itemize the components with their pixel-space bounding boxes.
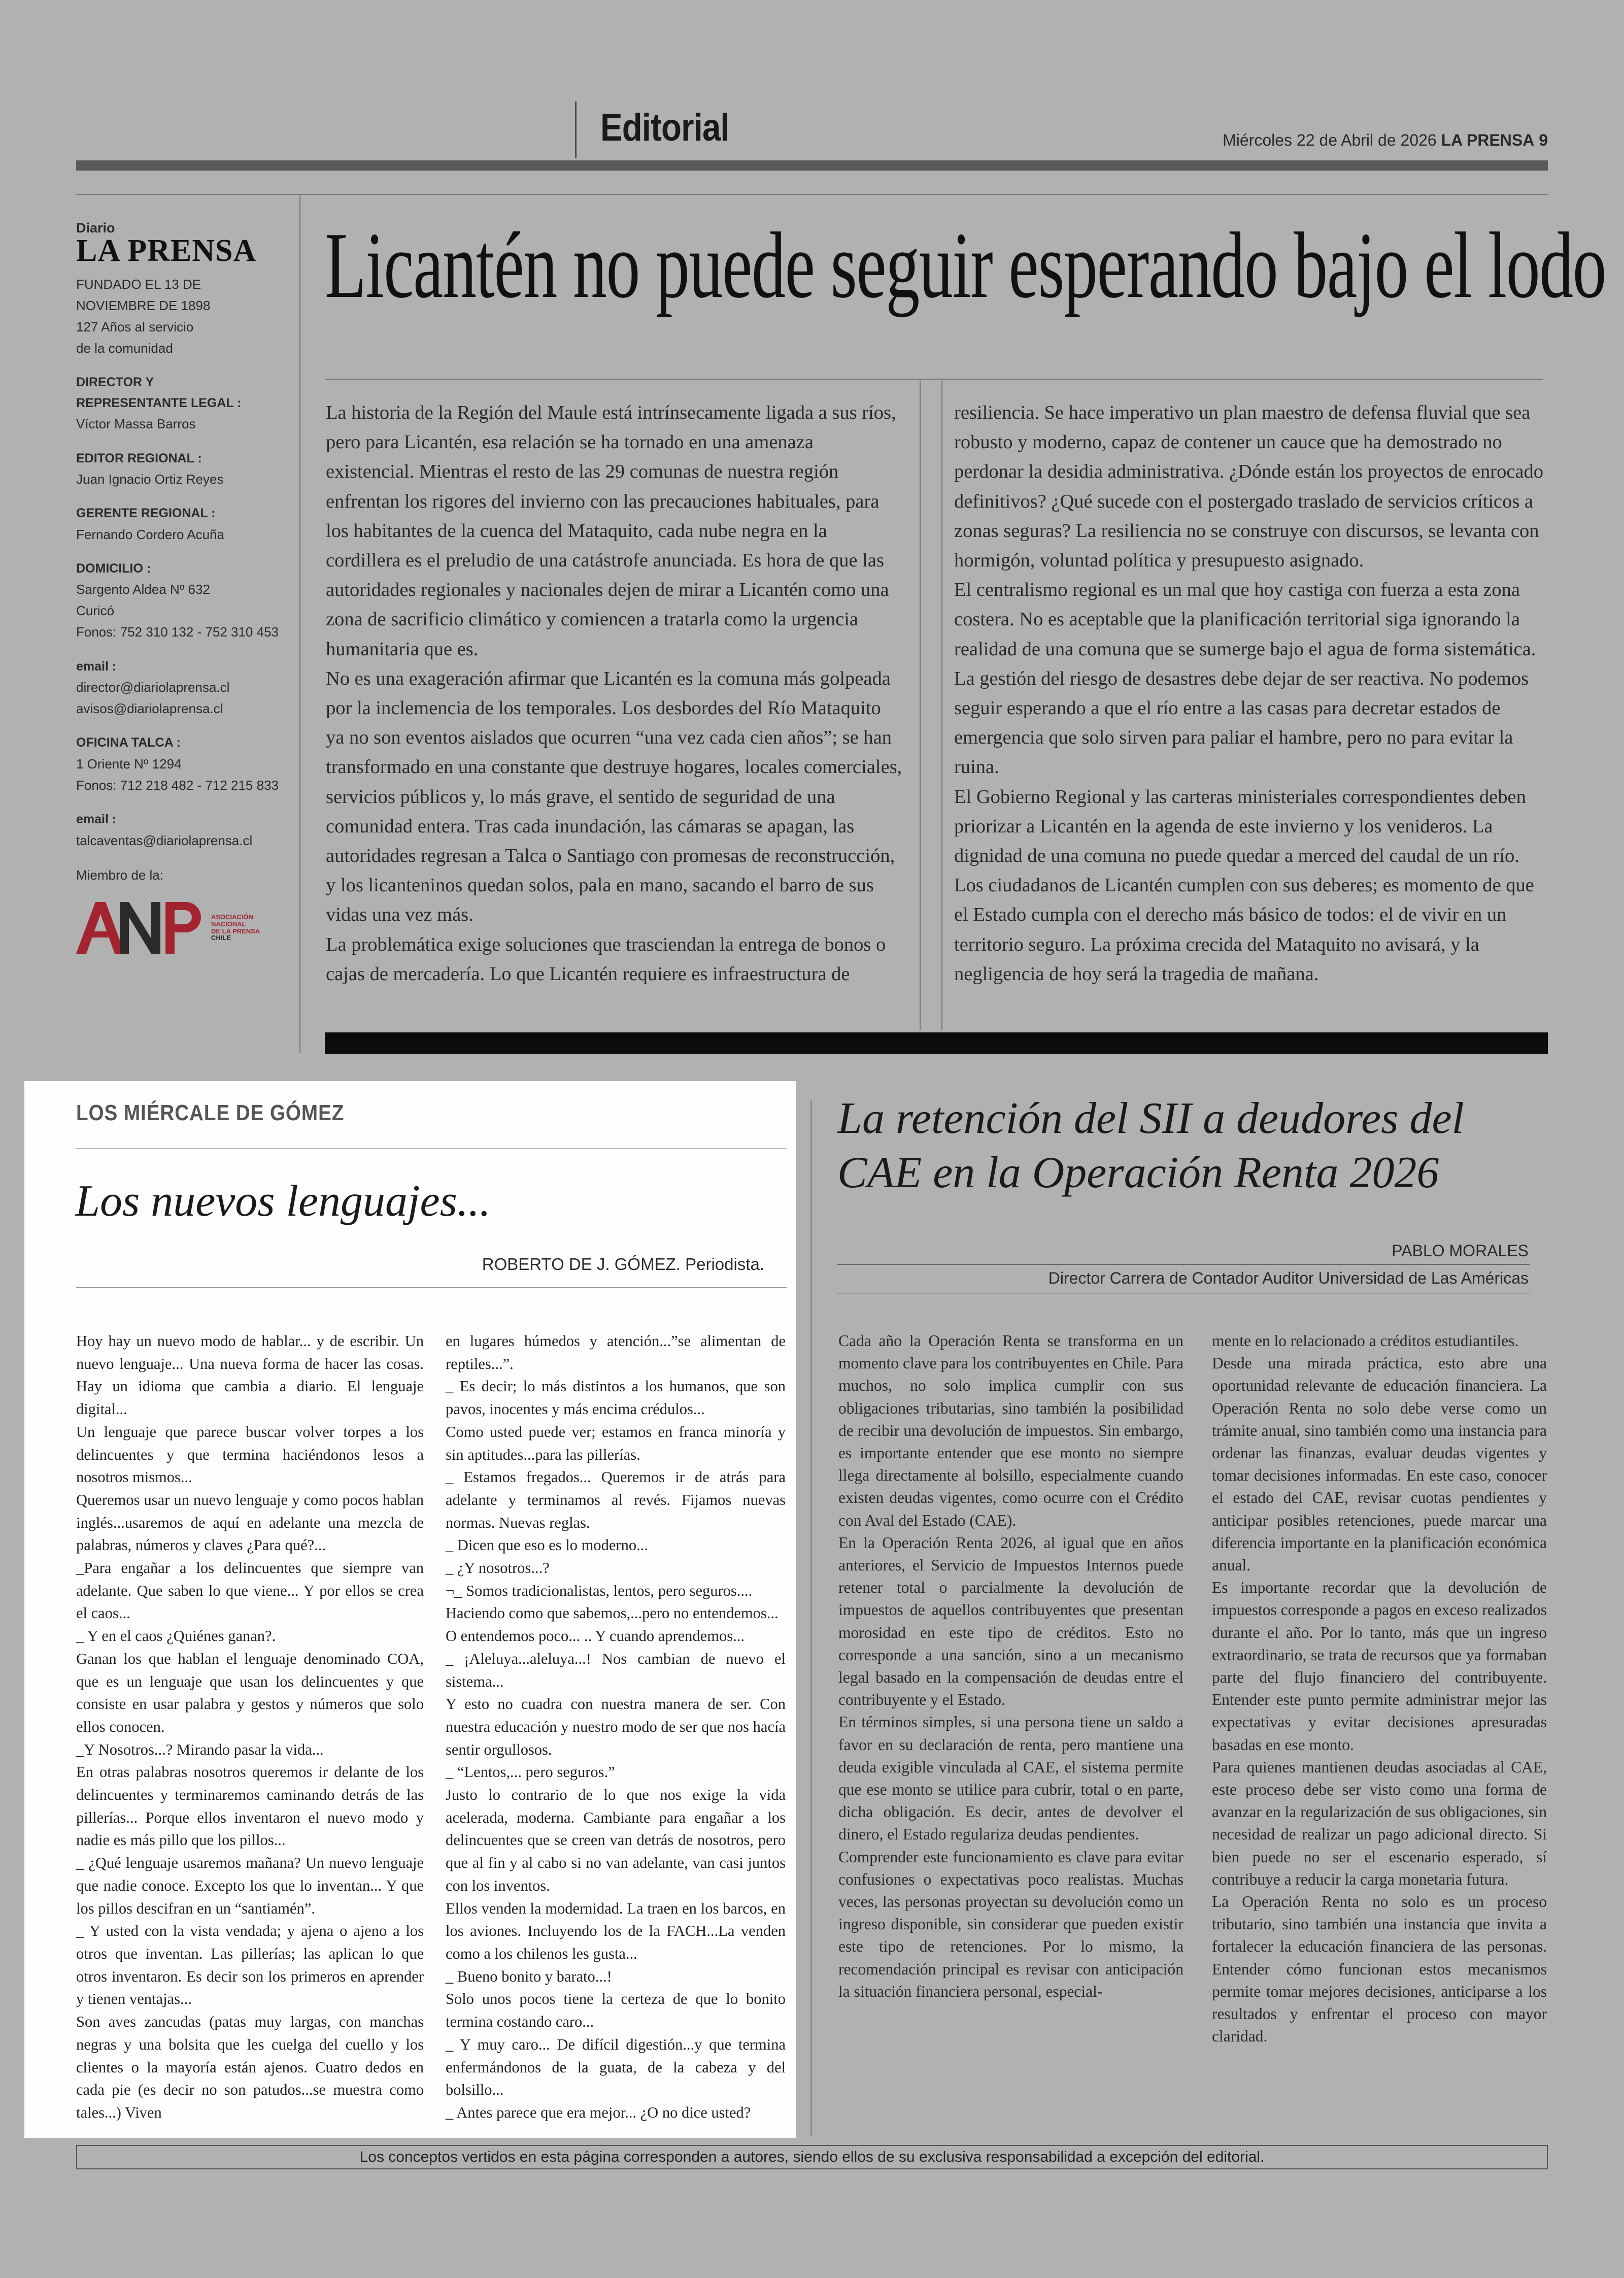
- paragraph: Ganan los que hablan el lenguaje denominado COA, que es un lenguaje que usan los delincuentes y que consiste en usar palabra y gestos y números que solo ellos conocen.: [76, 1650, 424, 1735]
- paragraph: _ ¡Aleluya...aleluya...! Nos cambian de nuevo el sistema...: [446, 1650, 786, 1690]
- page-number: 9: [1539, 131, 1548, 149]
- opinion-title: Los nuevos lenguajes...: [75, 1177, 491, 1226]
- talca-label: OFICINA TALCA :: [76, 735, 181, 750]
- anp-logo: [76, 900, 289, 956]
- paragraph: Haciendo como que sabemos,...pero no entendemos...: [446, 1604, 779, 1622]
- column-divider: [920, 381, 921, 1030]
- editorial-column-1: [326, 398, 903, 989]
- header-rule: [76, 194, 1548, 195]
- paragraph: El Gobierno Regional y las carteras ministeriales correspondientes deben priorizar a Licantén en la agenda de este invierno y los venideros. La dignidad de una comuna no puede quedar a merced del caudal de un río. Los ciudadanos de Licantén cumplen con sus deberes; es momento de que el Estado cumpla con el derecho más básico de todos: el de vivir en un territorio seguro. La próxima crecida del Mataquito no avisará, y la negligencia de hoy será la tragedia de mañana.: [954, 786, 1534, 985]
- paragraph: El centralismo regional es un mal que hoy castiga con fuerza a esta zona costera. No es aceptable que la planificación territorial siga ignorando la realidad de una comuna que se sumerge bajo el agua de forma sistemática. La gestión del riesgo de desastres debe dejar de ser reactiva. No podemos seguir esperando a que el río entre a las casas para decretar estados de emergencia que solo sirven para paliar el hambre, pero no para evitar la ruina.: [954, 579, 1536, 778]
- section-divider: [810, 1100, 812, 2136]
- section-title: Editorial: [600, 106, 729, 149]
- column-divider: [941, 381, 942, 1030]
- anp-text-line: NACIONAL: [211, 920, 246, 928]
- founded-line: FUNDADO EL 13 DE: [76, 277, 201, 292]
- article-title: La retención del SII a deudores del CAE en la Operación Renta 2026: [837, 1094, 1464, 1198]
- editorial-column-2: [954, 398, 1547, 989]
- domicilio-line: Curicó: [76, 603, 115, 619]
- paragraph: Y esto no cuadra con nuestra manera de ser. Con nuestra educación y nuestro modo de ser que nos hacía sentir orgullosos.: [446, 1695, 786, 1758]
- header-divider: [575, 102, 577, 158]
- headline-rule: [325, 379, 1543, 380]
- anp-text-line: ASOCIACIÓN: [211, 913, 254, 921]
- author-rule: [837, 1264, 1530, 1265]
- paragraph: _ ¿Y nosotros...?: [446, 1559, 550, 1577]
- paragraph: _ ¿Qué lenguaje usaremos mañana? Un nuevo lenguaje que nadie conoce. Excepto los que lo inventan... Y que los pillos descifran en un “santiamén”.: [76, 1854, 424, 1917]
- paragraph: _ Estamos fregados... Queremos ir de atrás para adelante y terminamos al revés. Fijamos nuevas normas. Nuevas reglas.: [446, 1468, 786, 1531]
- paragraph: Solo unos pocos tiene la certeza de que lo bonito termina costando caro...: [446, 1990, 786, 2031]
- opinion-column-1: [76, 1330, 424, 2124]
- article-author: PABLO MORALES: [1392, 1242, 1529, 1260]
- email-link[interactable]: avisos@diariolaprensa.cl: [76, 701, 223, 717]
- paragraph: _ Y muy caro... De difícil digestión...y que termina enfermándonos de la guata, de la cabeza y del bolsillo...: [446, 2035, 786, 2099]
- opinion-author: ROBERTO DE J. GÓMEZ. Periodista.: [482, 1255, 764, 1274]
- paragraph: Un lenguaje que parece buscar volver torpes a los delincuentes y que termina haciéndonos lesos a nosotros mismos...: [76, 1423, 424, 1486]
- paragraph: Desde una mirada práctica, esto abre una oportunidad relevante de educación financiera. La Operación Renta no solo debe verse como un trámite anual, sino también como una instancia para ordenar las finanzas, evaluar deudas vigentes y tomar decisiones informadas. En este caso, conocer el estado del CAE, revisar cuotas pendientes y anticipar posibles retenciones, puede marcar una diferencia importante en la planificación económica anual.: [1212, 1354, 1547, 1574]
- dateline: [1223, 131, 1548, 150]
- paragraph: Es importante recordar que la devolución de impuestos corresponde a pagos en exceso realizados durante el año. Por lo tanto, más que un ingreso extraordinario, se trata de recursos que ya formaban parte del flujo financiero del contribuyente. Entender este punto permite administrar mejor las expectativas y evitar decisiones apresuradas basadas en ese monto.: [1212, 1579, 1547, 1754]
- sidebar-divider: [299, 195, 300, 1053]
- paper-name: LA PRENSA: [1441, 131, 1535, 149]
- talca-line: 1 Oriente Nº 1294: [76, 756, 182, 772]
- founded-line: 127 Años al servicio: [76, 319, 194, 335]
- column-name: LOS MIÉRCALE DE GÓMEZ: [76, 1100, 345, 1125]
- anp-text-line: CHILE: [211, 934, 231, 942]
- director-name: Víctor Massa Barros: [76, 416, 196, 432]
- gerente-name: Fernando Cordero Acuña: [76, 526, 224, 542]
- talca-line: Fonos: 712 218 482 - 712 215 833: [76, 777, 279, 793]
- paragraph: _Y Nosotros...? Mirando pasar la vida...: [76, 1740, 324, 1758]
- director-label-line: REPRESENTANTE LEGAL :: [76, 395, 242, 410]
- paragraph: _ Antes parece que era mejor... ¿O no dice usted?: [446, 2103, 751, 2121]
- email2-label: email :: [76, 812, 117, 827]
- date: Miércoles 22 de Abril de 2026: [1223, 131, 1437, 149]
- disclaimer: Los conceptos vertidos en esta página corresponden a autores, siendo ellos de su exclusiva responsabilidad a excepción del editorial.: [76, 2145, 1548, 2169]
- email-label: email :: [76, 659, 117, 674]
- paragraph: en lugares húmedos y atención...”se alimentan de reptiles...”.: [446, 1332, 786, 1372]
- paragraph: ¬_ Somos tradicionalistas, lentos, pero seguros....: [446, 1582, 753, 1599]
- opinion-column-2: [446, 1330, 786, 2124]
- email2-link[interactable]: talcaventas@diariolaprensa.cl: [76, 832, 253, 848]
- masthead-diario: Diario: [76, 220, 115, 236]
- paragraph: La problemática exige soluciones que trasciendan la entrega de bonos o cajas de mercadería. Lo que Licantén requiere es infraestructura de: [326, 933, 886, 985]
- email-link[interactable]: director@diariolaprensa.cl: [76, 680, 230, 695]
- paragraph: Como usted puede ver; estamos en franca minoría y sin aptitudes...para las pillerías.: [446, 1423, 786, 1463]
- domicilio-line: Sargento Aldea Nº 632: [76, 582, 210, 597]
- article-column-1: [838, 1330, 1183, 2003]
- paragraph: Son aves zancudas (patas muy largas, con manchas negras y una bolsita que les cuelga del cuello y los clientes o la mayoría están ajenos. Cuatro dedos en cada pie (es decir no son patudos...se muestra como tales...) Viven: [76, 2013, 424, 2121]
- paragraph: _ Bueno bonito y barato...!: [446, 1967, 612, 1985]
- column-rule: [76, 1287, 787, 1288]
- paragraph: Ellos venden la modernidad. La traen en los barcos, en los aviones. Incluyendo los de la FACH...La venden como a los chilenos les gusta...: [446, 1899, 786, 1962]
- paragraph: Cada año la Operación Renta se transforma en un momento clave para los contribuyentes en Chile. Para muchos, no solo implica cumplir con sus obligaciones tributarias, sino también la posibilidad de recibir una devolución de impuestos. Sin embargo, es importante entender que ese monto no siempre llega directamente al bolsillo, especialmente cuando existen deudas vigentes, como ocurre con el Crédito con Aval del Estado (CAE).: [838, 1332, 1183, 1529]
- paragraph: mente en lo relacionado a créditos estudiantiles.: [1212, 1332, 1519, 1350]
- editorial-end-bar: [325, 1032, 1548, 1054]
- paragraph: _ Y usted con la vista vendada; y ajena o ajeno a los otros que inventan. Las pillerías; las aplican lo que otros inventaron. Es decir son los primeros en aprender y tienen ventajas...: [76, 1922, 424, 2008]
- paragraph: Hoy hay un nuevo modo de hablar... y de escribir. Un nuevo lenguaje... Una nueva forma de hacer las cosas. Hay un idioma que cambia a diario. El lenguaje digital...: [76, 1332, 424, 1418]
- anp-logo-icon: [76, 900, 208, 956]
- founded-line: de la comunidad: [76, 341, 173, 356]
- article-rule: [837, 1293, 1530, 1294]
- paragraph: La Operación Renta no solo es un proceso tributario, sino también una instancia que invita a fortalecer la educación financiera de las personas. Entender cómo funcionan estos mecanismos permite tomar mejores decisiones, anticiparse a los resultados y enfrentar el proceso con mayor claridad.: [1212, 1893, 1547, 2046]
- gerente-label: GERENTE REGIONAL :: [76, 506, 216, 521]
- article-column-2: [1212, 1330, 1547, 2048]
- paragraph: O entendemos poco... .. Y cuando aprendemos...: [446, 1627, 745, 1645]
- paragraph: _ Dicen que eso es lo moderno...: [446, 1536, 648, 1554]
- domicilio-label: DOMICILIO :: [76, 561, 151, 576]
- founded-line: NOVIEMBRE DE 1898: [76, 298, 211, 314]
- paragraph: _ “Lentos,... pero seguros.”: [446, 1763, 615, 1781]
- member-label: Miembro de la:: [76, 867, 163, 883]
- paragraph: _ Y en el caos ¿Quiénes ganan?.: [76, 1627, 276, 1645]
- staff-box: [76, 221, 289, 956]
- paragraph: En términos simples, si una persona tiene un saldo a favor en su declaración de renta, pero mantiene una deuda exigible vinculada al CAE, el sistema permite que ese monto se utilice para cubrir, total o en parte, dicha obligación. Es decir, antes de devolver el dinero, el Estado regulariza deudas pendientes.: [838, 1713, 1183, 1844]
- editor-name: Juan Ignacio Ortiz Reyes: [76, 472, 224, 487]
- paragraph: Comprender este funcionamiento es clave para evitar confusiones o expectativas poco realistas. Muchas veces, las personas proyectan su devolución como un ingreso disponible, sin considerar que pueden existir este tipo de retenciones. Por lo mismo, la recomendación principal es revisar con anticipación la situación financiera personal, especial-: [838, 1848, 1183, 2000]
- masthead: LA PRENSA: [76, 233, 257, 268]
- paragraph: Para quienes mantienen deudas asociadas al CAE, este proceso debe ser visto como una forma de avanzar en la regularización de sus obligaciones, sin necesidad de realizar un pago adicional directo. Si bien puede no ser el escenario esperado, sí contribuye a reducir la carga monetaria futura.: [1212, 1758, 1547, 1888]
- director-label: [76, 372, 289, 413]
- column-rule: [76, 1148, 787, 1149]
- domicilio-line: Fonos: 752 310 132 - 752 310 453: [76, 624, 279, 640]
- paragraph: La historia de la Región del Maule está intrínsecamente ligada a sus ríos, pero para Licantén, esa relación se ha tornado en una amenaza existencial. Mientras el resto de las 29 comunas de nuestra región enfrentan los rigores del invierno con las precauciones habituales, para los habitantes de la cuenca del Mataquito, cada nube negra en la cordillera es el preludio de una catástrofe anunciada. Es hora de que las autoridades regionales y nacionales dejen de mirar a Licantén como una zona de sacrificio climático y comiencen a tratarla como la urgencia humanitaria que es.: [326, 402, 896, 660]
- paragraph: No es una exageración afirmar que Licantén es la comuna más golpeada por la inclemencia de los temporales. Los desbordes del Río Mataquito ya no son eventos aislados que ocurren “una vez cada cien años”; se han transformado en una constante que destruye hogares, locales comerciales, servicios públicos y, lo más grave, el sentido de seguridad de una comunidad entera. Tras cada inundación, las cámaras se apagan, las autoridades regresan a Talca o Santiago con promesas de reconstrucción, y los licanteninos quedan solos, pala en mano, sacando el barro de sus vidas una vez más.: [326, 667, 902, 926]
- paragraph: resiliencia. Se hace imperativo un plan maestro de defensa fluvial que sea robusto y moderno, capaz de contener un cauce que ha demostrado no perdonar la desidia administrativa. ¿Dónde están los proyectos de enrocado definitivos? ¿Qué sucede con el postergado traslado de servicios críticos a zonas seguras? La resiliencia no se construye con discursos, se levanta con hormigón, voluntad política y presupuesto asignado.: [954, 402, 1544, 572]
- paragraph: En otras palabras nosotros queremos ir delante de los delincuentes y terminaremos caminando detrás de las pillerías... Porque ellos inventaron el nuevo modo y nadie es más pillo que los pillos...: [76, 1763, 424, 1849]
- director-label-line: DIRECTOR Y: [76, 375, 154, 390]
- paragraph: Justo lo contrario de lo que nos exige la vida acelerada, moderna. Cambiante para engañar a los delincuentes que se creen van detrás de nosotros, pero que al fin y al cabo si no van adelante, van casi juntos con los inventos.: [446, 1786, 786, 1894]
- editorial-headline: Licantén no puede seguir esperando bajo el lodo: [325, 213, 1606, 318]
- paragraph: Queremos usar un nuevo lenguaje y como pocos hablan inglés...usaremos de aquí en adelante una mezcla de palabras, números y claves ¿Para qué?...: [76, 1491, 424, 1554]
- header-bar: [76, 160, 1548, 171]
- anp-text-line: DE LA PRENSA: [211, 927, 260, 935]
- paragraph: _Para engañar a los delincuentes que siempre van adelante. Que saben lo que viene... Y por ellos se crea el caos...: [76, 1559, 424, 1622]
- paragraph: _ Es decir; lo más distintos a los humanos, que son pavos, inocentes y más encima crédulos...: [446, 1378, 786, 1418]
- editor-label: EDITOR REGIONAL :: [76, 451, 202, 465]
- paragraph: En la Operación Renta 2026, al igual que en años anteriores, el Servicio de Impuestos Internos puede retener total o parcialmente la devolución de impuestos de aquellos contribuyentes que presentan morosidad en este tipo de créditos. Esto no corresponde a una sanción, sino a un mecanismo legal basado en la compensación de deudas entre el contribuyente y el Estado.: [838, 1533, 1183, 1709]
- article-author-role: Director Carrera de Contador Auditor Universidad de Las Américas: [1048, 1269, 1529, 1287]
